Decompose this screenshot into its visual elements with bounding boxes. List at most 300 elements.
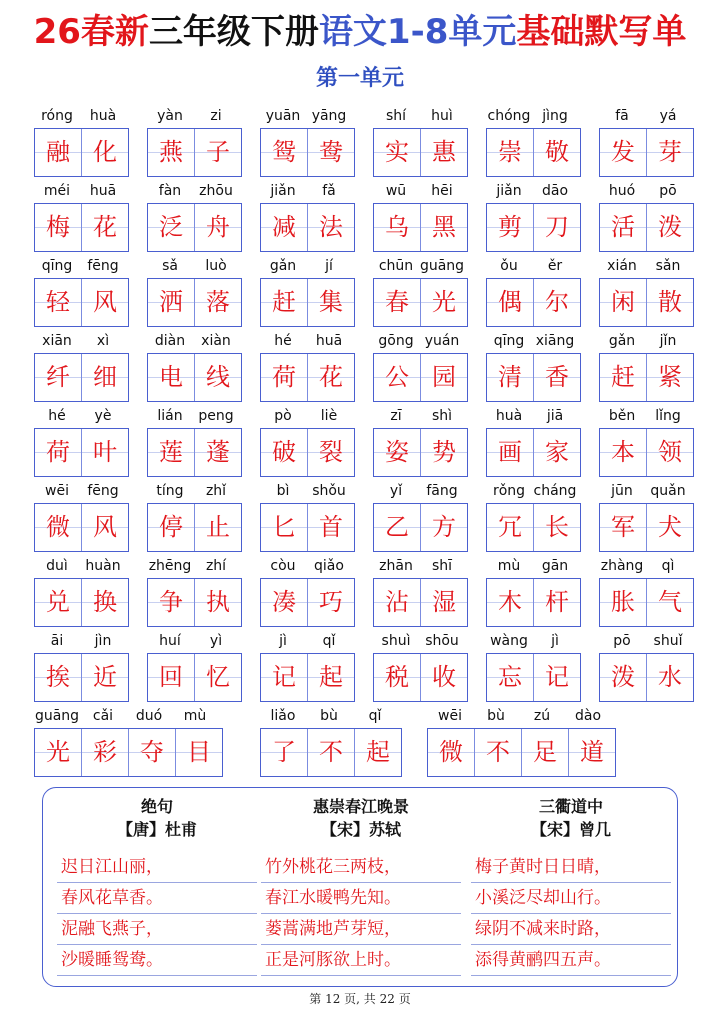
hanzi-box: 记 xyxy=(534,654,580,701)
writing-boxes xyxy=(486,278,581,327)
hanzi-box: 泼 xyxy=(647,204,693,251)
pinyin: yàn xyxy=(157,108,183,124)
pinyin: guāng xyxy=(34,708,80,724)
hanzi-box: 争 xyxy=(148,579,195,626)
writing-boxes xyxy=(373,278,468,327)
pinyin: ǒu xyxy=(500,258,518,274)
poem-line: 绿阴不减来时路， xyxy=(471,914,671,945)
pinyin: xì xyxy=(96,333,110,349)
hanzi-box: 清 xyxy=(487,354,534,401)
pinyin: zi xyxy=(210,108,222,124)
hanzi-box: 偶 xyxy=(487,279,534,326)
hanzi-box: 花 xyxy=(82,204,128,251)
pinyin: huā xyxy=(89,183,117,199)
poem-line: 添得黄鹂四五声。 xyxy=(471,945,671,976)
pinyin: fàn xyxy=(158,183,182,199)
pinyin: chūn xyxy=(378,258,414,274)
pinyin: zhōu xyxy=(199,183,233,199)
writing-boxes xyxy=(373,128,468,177)
hanzi-box: 鸳 xyxy=(261,129,308,176)
hanzi-box: 了 xyxy=(261,729,308,776)
pinyin: róng xyxy=(41,108,73,124)
poem-line: 竹外桃花三两枝， xyxy=(261,852,461,883)
hanzi-box: 风 xyxy=(82,279,128,326)
writing-boxes xyxy=(260,353,355,402)
pinyin: huà xyxy=(89,108,117,124)
vocab-row xyxy=(34,106,694,181)
hanzi-box: 长 xyxy=(534,504,580,551)
pinyin: cǎi xyxy=(92,708,114,724)
hanzi-box: 纤 xyxy=(35,354,82,401)
pinyin: jiǎn xyxy=(270,183,296,199)
hanzi-box: 挨 xyxy=(35,654,82,701)
pinyin: mù xyxy=(183,708,207,724)
hanzi-box: 不 xyxy=(308,729,355,776)
writing-boxes xyxy=(373,578,468,627)
writing-boxes xyxy=(599,503,694,552)
hanzi-box: 蓬 xyxy=(195,429,241,476)
pinyin: méi xyxy=(43,183,71,199)
hanzi-box: 领 xyxy=(647,429,693,476)
hanzi-box: 收 xyxy=(421,654,467,701)
pinyin: zhēng xyxy=(148,558,192,574)
pinyin: jì xyxy=(279,633,287,649)
poem-line: 梅子黄时日日晴， xyxy=(471,852,671,883)
pinyin: hé xyxy=(48,408,66,424)
hanzi-box: 泛 xyxy=(148,204,195,251)
hanzi-box: 轻 xyxy=(35,279,82,326)
hanzi-box: 园 xyxy=(421,354,467,401)
poem-author: 【唐】杜甫 xyxy=(116,820,197,839)
hanzi-box: 春 xyxy=(374,279,421,326)
hanzi-box: 细 xyxy=(82,354,128,401)
poem-line: 小溪泛尽却山行。 xyxy=(471,883,671,914)
pinyin: pō xyxy=(659,183,677,199)
writing-boxes xyxy=(34,578,129,627)
writing-boxes xyxy=(486,353,581,402)
pinyin: yǐ xyxy=(389,483,403,499)
hanzi-box: 裂 xyxy=(308,429,354,476)
writing-boxes xyxy=(373,353,468,402)
pinyin: āi xyxy=(50,633,64,649)
pinyin: fā xyxy=(615,108,629,124)
pinyin: shī xyxy=(431,558,453,574)
vocab-row xyxy=(34,631,694,706)
pinyin: wū xyxy=(385,183,407,199)
pinyin: jūn xyxy=(611,483,633,499)
pinyin: sǎn xyxy=(655,258,681,274)
pinyin: bì xyxy=(276,483,290,499)
pinyin: pò xyxy=(274,408,292,424)
pinyin: huì xyxy=(431,108,453,124)
writing-boxes xyxy=(34,653,129,702)
poem-lines xyxy=(261,852,461,976)
pinyin: quǎn xyxy=(650,483,686,499)
writing-boxes xyxy=(486,128,581,177)
pinyin: chóng xyxy=(487,108,531,124)
pinyin: qīng xyxy=(41,258,73,274)
vocab-grid xyxy=(34,106,694,781)
pinyin: bù xyxy=(487,708,505,724)
hanzi-box: 微 xyxy=(35,504,82,551)
pinyin: pō xyxy=(613,633,631,649)
pinyin: zhàng xyxy=(600,558,644,574)
pinyin: yá xyxy=(659,108,677,124)
page-footer: 第 12 页, 共 22 页 xyxy=(309,992,411,1006)
writing-boxes xyxy=(599,578,694,627)
hanzi-box: 乌 xyxy=(374,204,421,251)
hanzi-box: 刀 xyxy=(534,204,580,251)
pinyin: lǐng xyxy=(655,408,681,424)
pinyin: xián xyxy=(607,258,637,274)
poem xyxy=(57,796,257,976)
pinyin: shì xyxy=(431,408,453,424)
pinyin: gǎn xyxy=(608,333,636,349)
pinyin: qǐ xyxy=(368,708,382,724)
pinyin: gǎn xyxy=(269,258,297,274)
hanzi-box: 税 xyxy=(374,654,421,701)
pinyin: qǐ xyxy=(322,633,336,649)
pinyin: rǒng xyxy=(492,483,526,499)
poem-line: 春风花草香。 xyxy=(57,883,257,914)
pinyin: yuān xyxy=(265,108,301,124)
page-title xyxy=(0,8,720,56)
hanzi-box: 闲 xyxy=(600,279,647,326)
pinyin: huàn xyxy=(85,558,121,574)
hanzi-box: 线 xyxy=(195,354,241,401)
pinyin: fēng xyxy=(87,483,119,499)
hanzi-box: 集 xyxy=(308,279,354,326)
hanzi-box: 道 xyxy=(569,729,615,776)
pinyin: xiān xyxy=(42,333,72,349)
writing-boxes xyxy=(260,203,355,252)
pinyin: fēng xyxy=(87,258,119,274)
pinyin: qiǎo xyxy=(314,558,344,574)
hanzi-box: 敬 xyxy=(534,129,580,176)
writing-boxes xyxy=(373,653,468,702)
pinyin: hēi xyxy=(431,183,453,199)
hanzi-box: 起 xyxy=(355,729,401,776)
pinyin: huā xyxy=(315,333,343,349)
vocab-row xyxy=(34,181,694,256)
pinyin: yè xyxy=(94,408,112,424)
writing-boxes xyxy=(34,353,129,402)
pinyin: luò xyxy=(205,258,227,274)
pinyin: shōu xyxy=(425,633,459,649)
hanzi-box: 惠 xyxy=(421,129,467,176)
unit-heading: 第一单元 xyxy=(315,66,404,91)
pinyin: liǎo xyxy=(270,708,296,724)
poem-lines xyxy=(471,852,671,976)
pinyin: jǐn xyxy=(659,333,677,349)
writing-boxes xyxy=(486,653,581,702)
hanzi-box: 尔 xyxy=(534,279,580,326)
hanzi-box: 燕 xyxy=(148,129,195,176)
hanzi-box: 子 xyxy=(195,129,241,176)
poem-title: 三衢道中 xyxy=(538,797,603,816)
writing-boxes xyxy=(486,578,581,627)
poem-line: 蒌蒿满地芦芽短， xyxy=(261,914,461,945)
hanzi-box: 巧 xyxy=(308,579,354,626)
pinyin: yì xyxy=(209,633,223,649)
vocab-row xyxy=(34,256,694,331)
title-part-3: 语文1-8单元 xyxy=(318,12,517,52)
title-part-1: 26春新 xyxy=(33,12,149,52)
hanzi-box: 胀 xyxy=(600,579,647,626)
hanzi-box: 梅 xyxy=(35,204,82,251)
writing-boxes xyxy=(260,503,355,552)
hanzi-box: 风 xyxy=(82,504,128,551)
hanzi-box: 彩 xyxy=(82,729,129,776)
writing-boxes xyxy=(147,428,242,477)
pinyin: duì xyxy=(46,558,68,574)
hanzi-box: 凑 xyxy=(261,579,308,626)
hanzi-box: 姿 xyxy=(374,429,421,476)
pinyin: lián xyxy=(157,408,183,424)
pinyin: huà xyxy=(495,408,523,424)
hanzi-box: 花 xyxy=(308,354,354,401)
writing-boxes xyxy=(599,128,694,177)
pinyin: běn xyxy=(608,408,636,424)
pinyin: fǎ xyxy=(322,183,336,199)
pinyin: jí xyxy=(325,258,333,274)
writing-boxes xyxy=(486,503,581,552)
writing-boxes xyxy=(373,428,468,477)
pinyin: liè xyxy=(320,408,338,424)
hanzi-box: 化 xyxy=(82,129,128,176)
hanzi-box: 忘 xyxy=(487,654,534,701)
pinyin: shǒu xyxy=(312,483,346,499)
hanzi-box: 首 xyxy=(308,504,354,551)
pinyin: hé xyxy=(274,333,292,349)
poem xyxy=(471,796,671,976)
poem-title: 惠崇春江晚景 xyxy=(312,797,409,816)
hanzi-box: 冗 xyxy=(487,504,534,551)
pinyin: zú xyxy=(533,708,551,724)
hanzi-box: 芽 xyxy=(647,129,693,176)
pinyin: mù xyxy=(497,558,521,574)
writing-boxes xyxy=(599,353,694,402)
writing-boxes xyxy=(260,578,355,627)
pinyin: jìng xyxy=(542,108,568,124)
pinyin: wēi xyxy=(45,483,69,499)
pinyin: huó xyxy=(608,183,636,199)
pinyin: cháng xyxy=(533,483,577,499)
hanzi-box: 崇 xyxy=(487,129,534,176)
writing-boxes xyxy=(373,203,468,252)
pinyin: sǎ xyxy=(162,258,178,274)
vocab-row xyxy=(34,331,694,406)
poem-lines xyxy=(57,852,257,976)
writing-boxes xyxy=(34,428,129,477)
pinyin: qīng xyxy=(493,333,525,349)
hanzi-box: 洒 xyxy=(148,279,195,326)
title-part-4: 基础默写单 xyxy=(516,12,687,52)
writing-boxes xyxy=(260,278,355,327)
hanzi-box: 杆 xyxy=(534,579,580,626)
hanzi-box: 荷 xyxy=(261,354,308,401)
hanzi-box: 换 xyxy=(82,579,128,626)
hanzi-box: 赶 xyxy=(261,279,308,326)
hanzi-box: 光 xyxy=(421,279,467,326)
pinyin: shí xyxy=(385,108,407,124)
hanzi-box: 起 xyxy=(308,654,354,701)
writing-boxes xyxy=(599,278,694,327)
hanzi-box: 方 xyxy=(421,504,467,551)
pinyin: qì xyxy=(661,558,675,574)
pinyin: dāo xyxy=(541,183,569,199)
hanzi-box: 军 xyxy=(600,504,647,551)
pinyin: xiāng xyxy=(535,333,575,349)
writing-boxes xyxy=(599,653,694,702)
hanzi-box: 融 xyxy=(35,129,82,176)
hanzi-box: 泼 xyxy=(600,654,647,701)
hanzi-box: 减 xyxy=(261,204,308,251)
hanzi-box: 公 xyxy=(374,354,421,401)
writing-boxes xyxy=(34,503,129,552)
pinyin: bù xyxy=(320,708,338,724)
hanzi-box: 活 xyxy=(600,204,647,251)
hanzi-box: 香 xyxy=(534,354,580,401)
hanzi-box: 发 xyxy=(600,129,647,176)
hanzi-box: 荷 xyxy=(35,429,82,476)
pinyin: guāng xyxy=(419,258,465,274)
hanzi-box: 微 xyxy=(428,729,475,776)
hanzi-box: 夺 xyxy=(129,729,176,776)
writing-boxes xyxy=(147,578,242,627)
writing-boxes xyxy=(260,128,355,177)
pinyin: gōng xyxy=(378,333,414,349)
hanzi-box: 沾 xyxy=(374,579,421,626)
writing-boxes xyxy=(373,503,468,552)
hanzi-box: 势 xyxy=(421,429,467,476)
pinyin: yāng xyxy=(311,108,347,124)
hanzi-box: 水 xyxy=(647,654,693,701)
vocab-row xyxy=(34,406,694,481)
hanzi-box: 停 xyxy=(148,504,195,551)
pinyin: jiā xyxy=(546,408,564,424)
pinyin: diàn xyxy=(154,333,186,349)
hanzi-box: 光 xyxy=(35,729,82,776)
poem-line: 正是河豚欲上时。 xyxy=(261,945,461,976)
hanzi-box: 赶 xyxy=(600,354,647,401)
hanzi-box: 家 xyxy=(534,429,580,476)
writing-boxes xyxy=(34,278,129,327)
writing-boxes xyxy=(599,203,694,252)
poem-line: 春江水暖鸭先知。 xyxy=(261,883,461,914)
hanzi-box: 兑 xyxy=(35,579,82,626)
writing-boxes xyxy=(147,278,242,327)
vocab-row xyxy=(34,481,694,556)
pinyin: shuǐ xyxy=(653,633,683,649)
writing-boxes xyxy=(260,428,355,477)
hanzi-box: 回 xyxy=(148,654,195,701)
pinyin: fāng xyxy=(426,483,458,499)
hanzi-box: 舟 xyxy=(195,204,241,251)
pinyin: ěr xyxy=(547,258,563,274)
vocab-row xyxy=(34,556,694,631)
title-part-2: 三年级下册 xyxy=(148,12,319,52)
writing-boxes xyxy=(147,203,242,252)
hanzi-box: 执 xyxy=(195,579,241,626)
writing-boxes xyxy=(147,503,242,552)
pinyin: peng xyxy=(198,408,234,424)
hanzi-box: 鸯 xyxy=(308,129,354,176)
writing-boxes xyxy=(34,128,129,177)
pinyin: shuì xyxy=(381,633,411,649)
hanzi-box: 黑 xyxy=(421,204,467,251)
pinyin: jiǎn xyxy=(496,183,522,199)
writing-boxes xyxy=(147,653,242,702)
hanzi-box: 电 xyxy=(148,354,195,401)
hanzi-box: 破 xyxy=(261,429,308,476)
hanzi-box: 莲 xyxy=(148,429,195,476)
writing-boxes xyxy=(486,428,581,477)
writing-boxes xyxy=(599,428,694,477)
pinyin: zhān xyxy=(379,558,413,574)
hanzi-box: 紧 xyxy=(647,354,693,401)
hanzi-box: 散 xyxy=(647,279,693,326)
pinyin: dào xyxy=(574,708,602,724)
pinyin: gān xyxy=(541,558,569,574)
pinyin: duó xyxy=(135,708,163,724)
pinyin: còu xyxy=(270,558,296,574)
pinyin: yuán xyxy=(424,333,460,349)
hanzi-box: 落 xyxy=(195,279,241,326)
hanzi-box: 犬 xyxy=(647,504,693,551)
pinyin: zhǐ xyxy=(205,483,227,499)
hanzi-box: 乙 xyxy=(374,504,421,551)
poem-title: 绝句 xyxy=(140,797,173,816)
poems-section xyxy=(42,787,678,987)
poem-author: 【宋】苏轼 xyxy=(320,820,401,839)
hanzi-box: 实 xyxy=(374,129,421,176)
poem xyxy=(261,796,461,976)
writing-boxes xyxy=(147,128,242,177)
hanzi-box: 止 xyxy=(195,504,241,551)
hanzi-box: 气 xyxy=(647,579,693,626)
pinyin: huí xyxy=(159,633,181,649)
poem-line: 沙暖睡鸳鸯。 xyxy=(57,945,257,976)
hanzi-box: 目 xyxy=(176,729,222,776)
pinyin: zhí xyxy=(205,558,227,574)
hanzi-box: 记 xyxy=(261,654,308,701)
hanzi-box: 法 xyxy=(308,204,354,251)
hanzi-box: 本 xyxy=(600,429,647,476)
writing-boxes xyxy=(147,353,242,402)
poem-line: 泥融飞燕子， xyxy=(57,914,257,945)
writing-boxes xyxy=(34,728,223,777)
pinyin: jì xyxy=(551,633,559,649)
hanzi-box: 忆 xyxy=(195,654,241,701)
poem-line: 迟日江山丽， xyxy=(57,852,257,883)
vocab-row-idioms xyxy=(34,706,694,781)
hanzi-box: 近 xyxy=(82,654,128,701)
writing-boxes xyxy=(486,203,581,252)
pinyin: zī xyxy=(390,408,402,424)
writing-boxes xyxy=(427,728,616,777)
pinyin: wēi xyxy=(438,708,462,724)
writing-boxes xyxy=(260,653,355,702)
hanzi-box: 湿 xyxy=(421,579,467,626)
hanzi-box: 叶 xyxy=(82,429,128,476)
pinyin: tíng xyxy=(156,483,184,499)
poem-author: 【宋】曾几 xyxy=(530,820,611,839)
pinyin: wàng xyxy=(490,633,528,649)
hanzi-box: 剪 xyxy=(487,204,534,251)
pinyin: xiàn xyxy=(201,333,231,349)
hanzi-box: 不 xyxy=(475,729,522,776)
